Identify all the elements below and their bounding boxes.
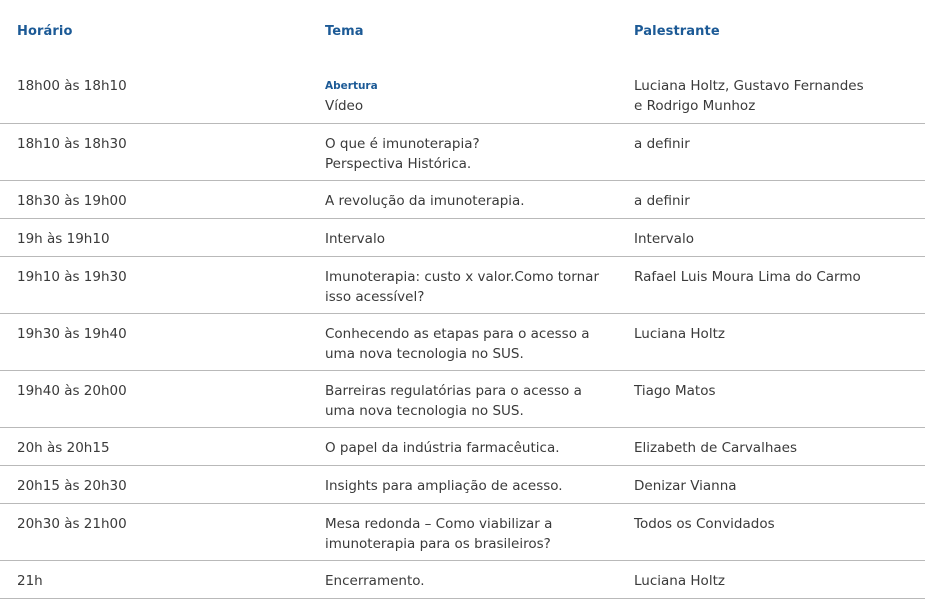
topic-line: uma nova tecnologia no SUS. (325, 403, 524, 419)
cell-time: 20h30 às 21h00 (17, 516, 127, 532)
cell-time: 18h00 às 18h10 (17, 78, 127, 94)
table-row (0, 466, 925, 504)
table-row (0, 219, 925, 257)
cell-speaker (634, 134, 914, 154)
cell-time: 19h40 às 20h00 (17, 383, 127, 399)
cell-time: 19h30 às 19h40 (17, 326, 127, 342)
topic-line: uma nova tecnologia no SUS. (325, 346, 524, 362)
cell-topic (325, 191, 605, 211)
cell-speaker (634, 438, 914, 458)
topic-tag: Abertura (325, 80, 378, 92)
speaker-line: Luciana Holtz, Gustavo Fernandes (634, 78, 864, 94)
cell-topic (325, 438, 605, 458)
topic-line: Imunoterapia: custo x valor.Como tornar (325, 269, 600, 285)
table-row (0, 66, 925, 124)
cell-speaker (634, 381, 914, 401)
cell-topic (325, 267, 605, 307)
header-time: Horário (17, 24, 73, 39)
topic-line: Perspectiva Histórica. (325, 156, 472, 172)
cell-time: 20h15 às 20h30 (17, 478, 127, 494)
speaker-line: Elizabeth de Carvalhaes (634, 440, 798, 456)
topic-line: O que é imunoterapia? (325, 136, 480, 152)
speaker-line: Luciana Holtz (634, 326, 725, 342)
speaker-line: Luciana Holtz (634, 573, 725, 589)
table-row (0, 504, 925, 561)
cell-speaker (634, 324, 914, 344)
speaker-line: Todos os Convidados (634, 516, 775, 532)
speaker-line: a definir (634, 193, 690, 209)
cell-time: 18h10 às 18h30 (17, 136, 127, 152)
cell-time: 20h às 20h15 (17, 440, 110, 456)
cell-speaker (634, 571, 914, 591)
cell-topic (325, 381, 605, 421)
table-row (0, 181, 925, 219)
speaker-line: Denizar Vianna (634, 478, 737, 494)
speaker-line: e Rodrigo Munhoz (634, 98, 756, 114)
topic-line: Vídeo (325, 98, 364, 114)
table-row (0, 428, 925, 466)
cell-speaker (634, 514, 914, 534)
cell-topic (325, 134, 605, 174)
cell-time: 18h30 às 19h00 (17, 193, 127, 209)
cell-topic (325, 229, 605, 249)
topic-line: imunoterapia para os brasileiros? (325, 536, 551, 552)
table-header (0, 0, 925, 66)
cell-time: 21h (17, 573, 43, 589)
topic-line: Encerramento. (325, 573, 425, 589)
cell-topic (325, 514, 605, 554)
topic-line: O papel da indústria farmacêutica. (325, 440, 560, 456)
speaker-line: a definir (634, 136, 690, 152)
cell-speaker (634, 76, 914, 116)
cell-speaker (634, 229, 914, 249)
cell-speaker (634, 191, 914, 211)
topic-line: Barreiras regulatórias para o acesso a (325, 383, 582, 399)
table-row (0, 561, 925, 599)
table-row (0, 371, 925, 428)
topic-line: Insights para ampliação de acesso. (325, 478, 563, 494)
table-row (0, 314, 925, 371)
header-speaker: Palestrante (634, 24, 720, 39)
topic-line: Mesa redonda – Como viabilizar a (325, 516, 553, 532)
cell-topic (325, 571, 605, 591)
speaker-line: Intervalo (634, 231, 694, 247)
table-row (0, 124, 925, 181)
cell-time: 19h10 às 19h30 (17, 269, 127, 285)
cell-time: 19h às 19h10 (17, 231, 110, 247)
header-topic: Tema (325, 24, 364, 39)
cell-speaker (634, 476, 914, 496)
cell-topic (325, 324, 605, 364)
speaker-line: Rafael Luis Moura Lima do Carmo (634, 269, 861, 285)
topic-line: Conhecendo as etapas para o acesso a (325, 326, 590, 342)
table-row (0, 257, 925, 314)
topic-line: A revolução da imunoterapia. (325, 193, 525, 209)
speaker-line: Tiago Matos (634, 383, 716, 399)
cell-speaker (634, 267, 914, 287)
topic-line: isso acessível? (325, 289, 425, 305)
cell-topic (325, 76, 605, 116)
topic-line: Intervalo (325, 231, 385, 247)
cell-topic (325, 476, 605, 496)
